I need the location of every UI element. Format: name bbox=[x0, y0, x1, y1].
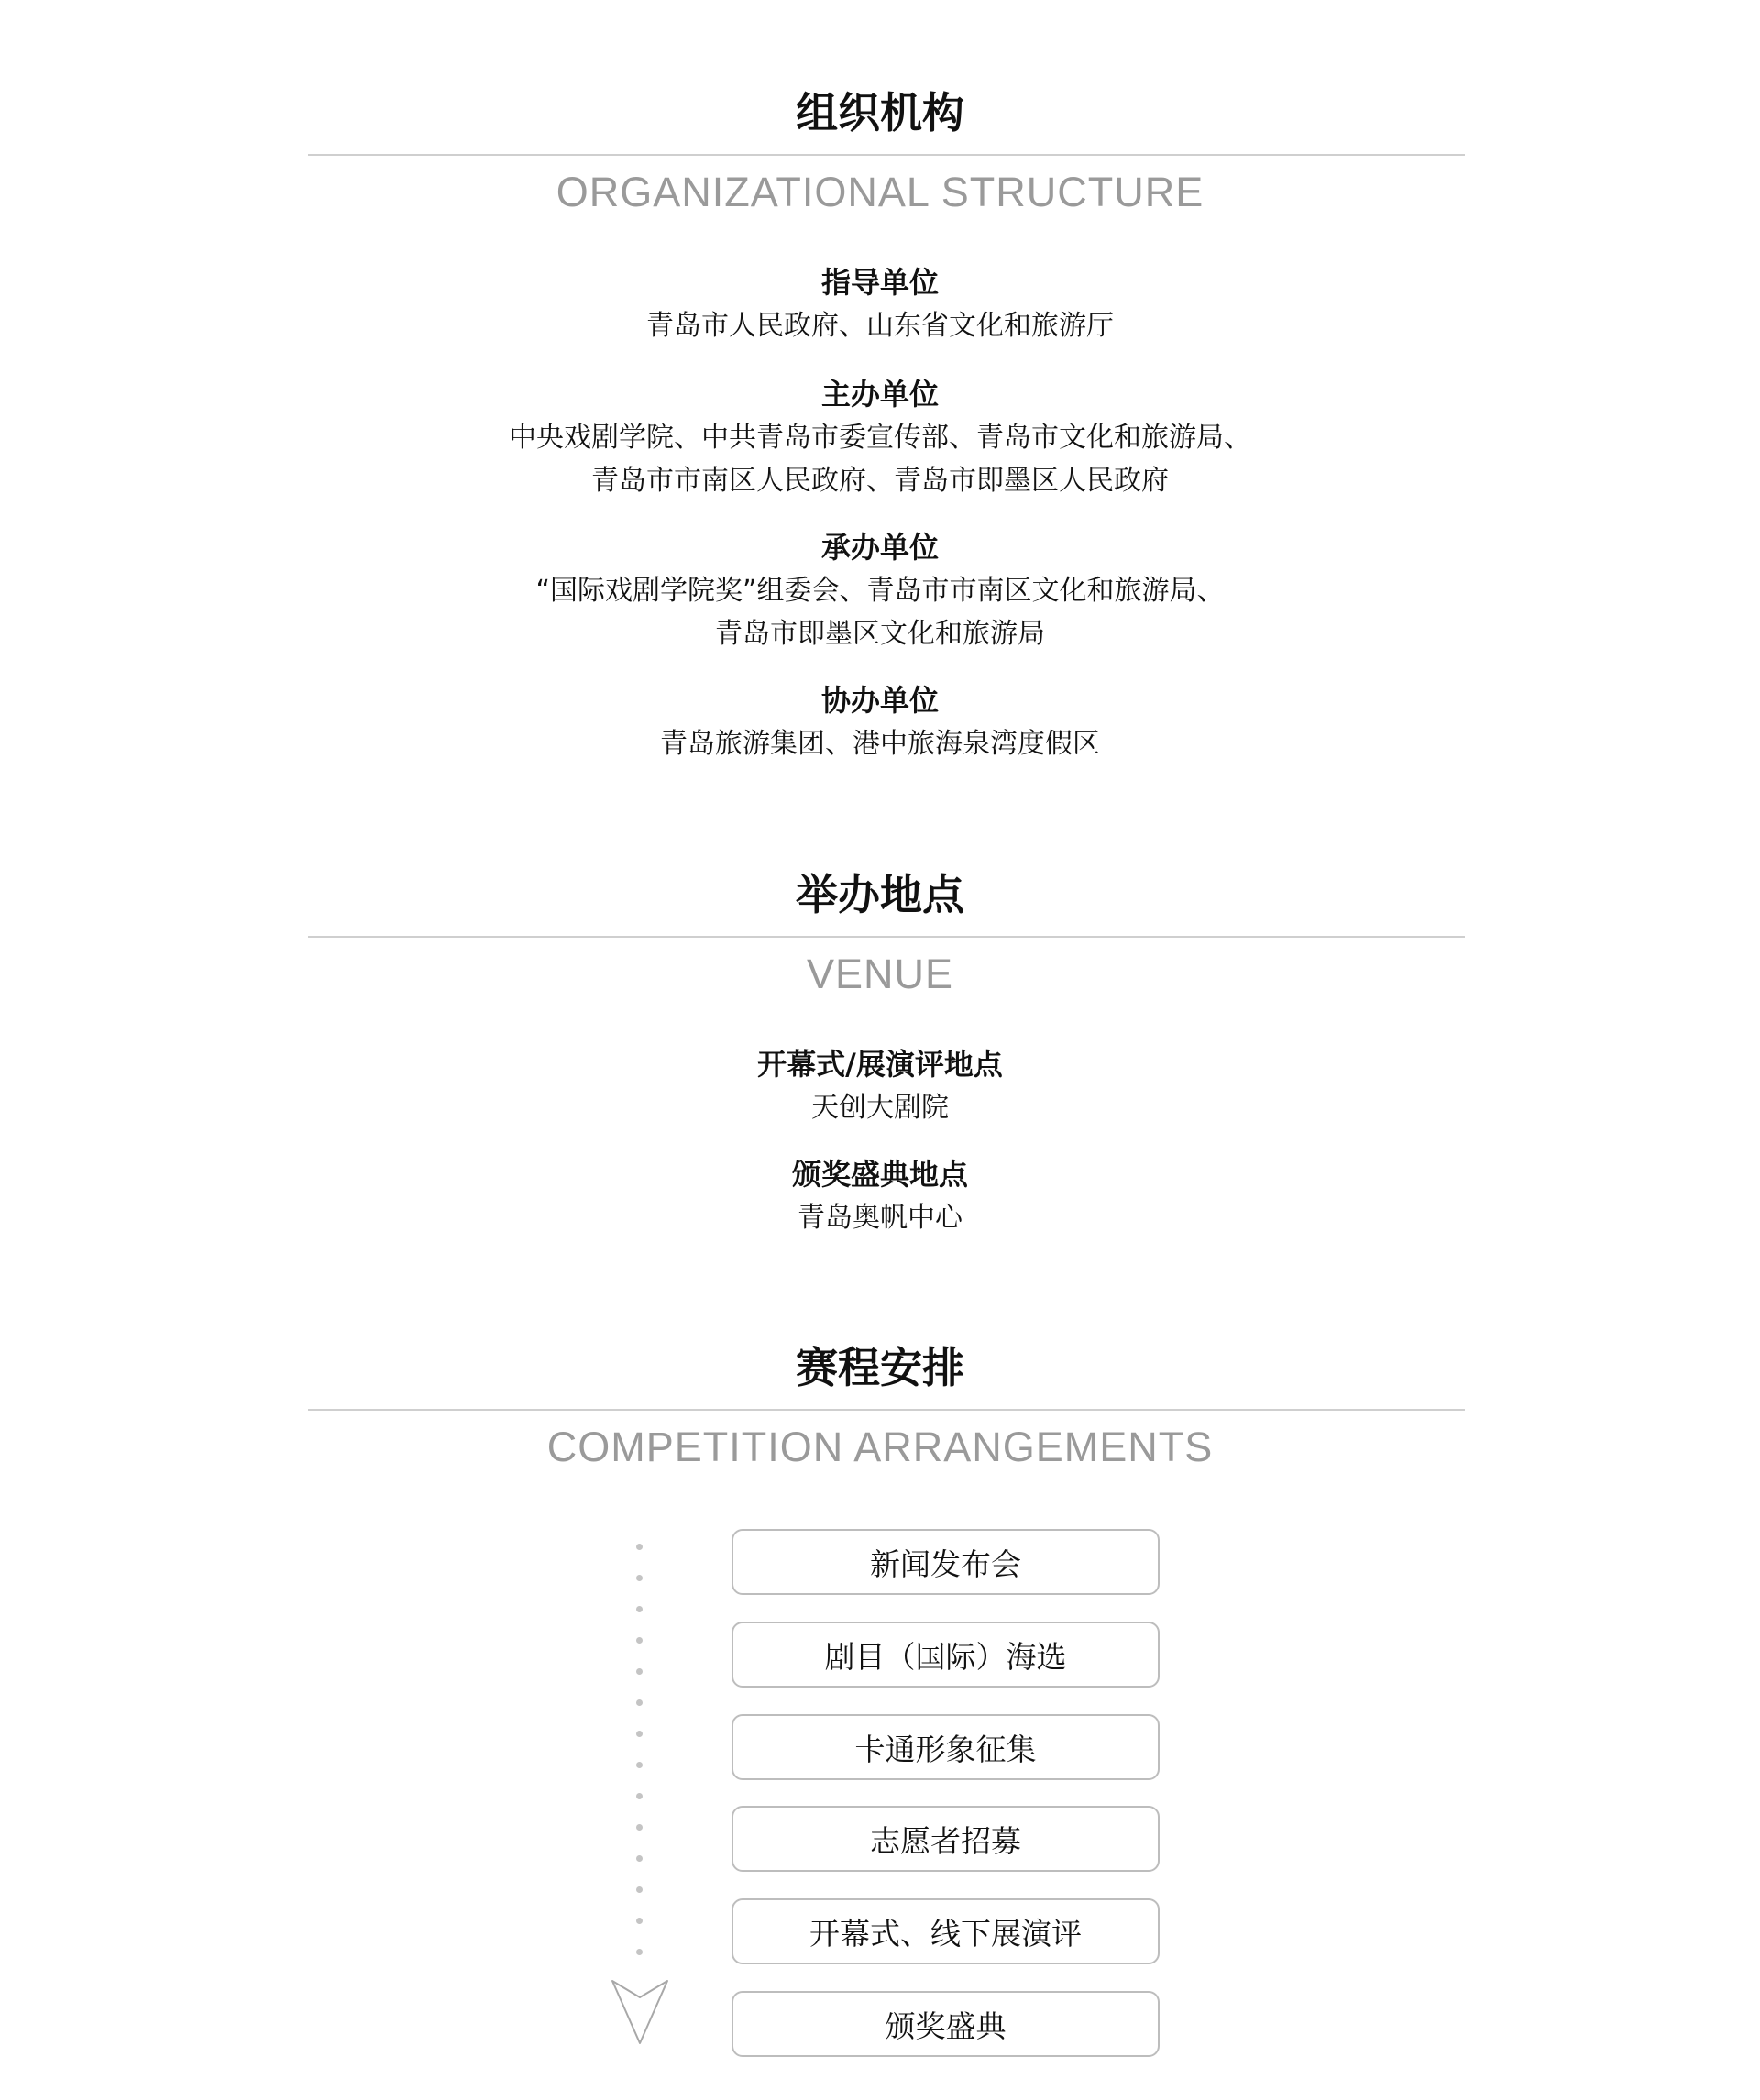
schedule-divider bbox=[308, 1409, 1465, 1411]
stage-opening-showcase: 开幕式、线下展演评 bbox=[732, 1898, 1160, 1964]
co-organizer-line: 青岛旅游集团、港中旅海泉湾度假区 bbox=[660, 728, 1100, 760]
timeline-dot bbox=[636, 1731, 643, 1737]
organization-title: 组织机构 bbox=[796, 88, 964, 137]
timeline-dot bbox=[636, 1575, 643, 1581]
venue-title: 举办地点 bbox=[796, 870, 964, 919]
timeline-dot bbox=[636, 1606, 643, 1612]
timeline-dot bbox=[636, 1949, 643, 1955]
co-organizer-label: 协办单位 bbox=[820, 683, 939, 718]
venue-divider bbox=[308, 936, 1465, 938]
timeline-dot bbox=[636, 1544, 643, 1550]
timeline-dot bbox=[636, 1668, 643, 1675]
timeline-dot bbox=[636, 1855, 643, 1862]
timeline-dot bbox=[636, 1637, 643, 1644]
timeline-dot bbox=[636, 1793, 643, 1799]
opening-venue-line: 天创大剧院 bbox=[811, 1092, 949, 1124]
host-unit-line: 青岛市市南区人民政府、青岛市即墨区人民政府 bbox=[591, 465, 1169, 497]
guiding-unit-line: 青岛市人民政府、山东省文化和旅游厅 bbox=[646, 310, 1114, 342]
host-unit-line: 中央戏剧学院、中共青岛市委宣传部、青岛市文化和旅游局、 bbox=[509, 422, 1251, 454]
ceremony-venue-label: 颁奖盛典地点 bbox=[791, 1157, 968, 1192]
organizer-unit-line: “国际戏剧学院奖”组委会、青岛市市南区文化和旅游局、 bbox=[535, 575, 1225, 607]
organizer-unit-label: 承办单位 bbox=[820, 530, 939, 565]
stage-audition: 剧目（国际）海选 bbox=[732, 1622, 1160, 1688]
host-unit-label: 主办单位 bbox=[820, 377, 939, 412]
schedule-title: 赛程安排 bbox=[796, 1343, 964, 1392]
timeline-dot bbox=[636, 1824, 643, 1831]
stage-volunteer-recruitment: 志愿者招募 bbox=[732, 1806, 1160, 1872]
stage-press-conference: 新闻发布会 bbox=[732, 1529, 1160, 1595]
stage-award-ceremony: 颁奖盛典 bbox=[732, 1991, 1160, 2057]
ceremony-venue-line: 青岛奥帆中心 bbox=[798, 1202, 962, 1234]
organization-divider bbox=[308, 154, 1465, 156]
timeline-dot bbox=[636, 1886, 643, 1893]
stage-mascot-collection: 卡通形象征集 bbox=[732, 1714, 1160, 1780]
organization-subtitle: ORGANIZATIONAL STRUCTURE bbox=[556, 169, 1204, 215]
arrow-down-icon bbox=[610, 1979, 669, 2045]
timeline-dot bbox=[636, 1699, 643, 1706]
organizer-unit-line: 青岛市即墨区文化和旅游局 bbox=[715, 618, 1045, 650]
venue-subtitle: VENUE bbox=[806, 951, 954, 997]
opening-venue-label: 开幕式/展演评地点 bbox=[757, 1047, 1003, 1082]
timeline-dot bbox=[636, 1762, 643, 1768]
timeline-dot bbox=[636, 1918, 643, 1924]
schedule-subtitle: COMPETITION ARRANGEMENTS bbox=[546, 1424, 1214, 1470]
guiding-unit-label: 指导单位 bbox=[820, 265, 939, 300]
